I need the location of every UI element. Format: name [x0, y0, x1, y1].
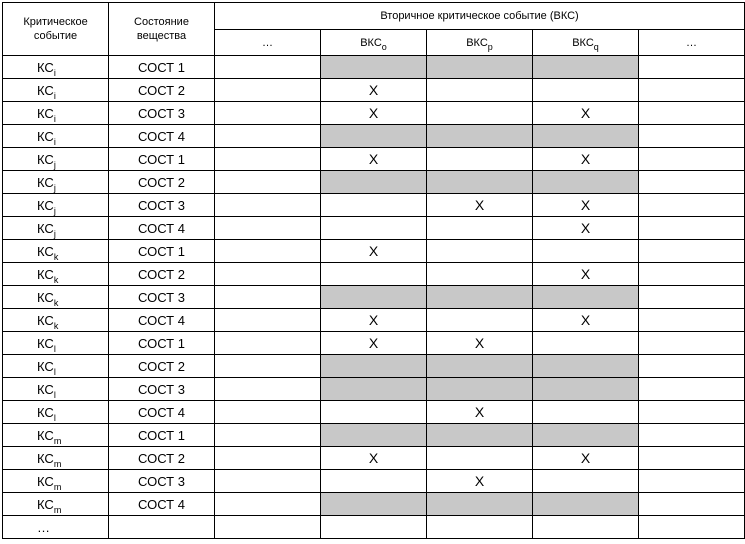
- critical-event-subscript: i: [53, 67, 56, 78]
- substance-state-cell: СОСТ 3: [109, 194, 215, 217]
- mark-cell: [639, 447, 745, 470]
- critical-event-subscript: k: [53, 297, 59, 308]
- table-row-ellipsis: [3, 516, 745, 539]
- mark-cell: [533, 401, 639, 424]
- header-secondary-subscript: o: [381, 41, 387, 52]
- mark-cell: [215, 79, 321, 102]
- mark-cell: [639, 378, 745, 401]
- mark-cell: [215, 493, 321, 516]
- critical-event-cell: [3, 309, 109, 332]
- mark-cell: [215, 470, 321, 493]
- mark-cell: [533, 240, 639, 263]
- critical-event-subscript: j: [53, 159, 56, 170]
- substance-state-cell: СОСТ 1: [109, 424, 215, 447]
- shaded-cell: [533, 286, 639, 309]
- table-row: [3, 401, 745, 424]
- substance-state-cell: СОСТ 3: [109, 470, 215, 493]
- mark-cell: [321, 194, 427, 217]
- critical-event-prefix: КС: [37, 335, 54, 351]
- critical-event-subscript: k: [53, 274, 59, 285]
- table-row: [3, 263, 745, 286]
- mark-cell: X: [533, 217, 639, 240]
- table-row: [3, 309, 745, 332]
- mark-cell: [639, 194, 745, 217]
- critical-event-prefix: КС: [37, 289, 54, 305]
- mark-cell: [639, 240, 745, 263]
- critical-event-subscript: l: [53, 389, 56, 400]
- critical-event-subscript: j: [53, 228, 56, 239]
- mark-cell: X: [321, 148, 427, 171]
- shaded-cell: [533, 424, 639, 447]
- mark-cell: [639, 493, 745, 516]
- empty-cell: [321, 516, 427, 539]
- mark-cell: [321, 470, 427, 493]
- critical-event-cell: [3, 79, 109, 102]
- mark-cell: [427, 240, 533, 263]
- header-critical-event: Критическое событие: [3, 3, 109, 56]
- mark-cell: [215, 424, 321, 447]
- mark-cell: [427, 309, 533, 332]
- critical-event-cell: [3, 378, 109, 401]
- substance-state-cell: СОСТ 4: [109, 309, 215, 332]
- critical-event-subscript: i: [53, 136, 56, 147]
- mark-cell: [639, 56, 745, 79]
- header-secondary-subscript: p: [487, 41, 493, 52]
- shaded-cell: [427, 171, 533, 194]
- table-row: [3, 447, 745, 470]
- table-row: [3, 286, 745, 309]
- empty-cell: [427, 516, 533, 539]
- mark-cell: X: [533, 102, 639, 125]
- header-secondary-event-o: [321, 30, 427, 56]
- critical-event-cell: [3, 447, 109, 470]
- critical-event-subscript: k: [53, 320, 59, 331]
- header-ellipsis: …: [215, 30, 321, 56]
- mark-cell: [215, 332, 321, 355]
- mark-cell: [639, 309, 745, 332]
- critical-event-subscript: i: [53, 113, 56, 124]
- mark-cell: [639, 217, 745, 240]
- mark-cell: [427, 79, 533, 102]
- table-row: [3, 332, 745, 355]
- critical-event-prefix: КС: [37, 381, 54, 397]
- critical-event-subscript: l: [53, 412, 56, 423]
- mark-cell: [321, 263, 427, 286]
- mark-cell: [427, 263, 533, 286]
- critical-event-prefix: КС: [37, 496, 54, 512]
- substance-state-cell: СОСТ 4: [109, 217, 215, 240]
- critical-event-subscript: i: [53, 90, 56, 101]
- mark-cell: [533, 79, 639, 102]
- mark-cell: [639, 470, 745, 493]
- header-secondary-prefix: ВКС: [466, 36, 488, 49]
- mark-cell: [639, 424, 745, 447]
- mark-cell: [639, 148, 745, 171]
- header-secondary-prefix: ВКС: [360, 36, 382, 49]
- ellipsis-cell: …: [3, 516, 109, 539]
- empty-cell: [109, 516, 215, 539]
- table-row: [3, 424, 745, 447]
- critical-event-subscript: l: [53, 343, 56, 354]
- critical-event-cell: [3, 401, 109, 424]
- mark-cell: X: [533, 447, 639, 470]
- critical-event-cell: [3, 286, 109, 309]
- critical-event-cell: [3, 263, 109, 286]
- critical-event-cell: [3, 125, 109, 148]
- mark-cell: X: [321, 332, 427, 355]
- shaded-cell: [321, 286, 427, 309]
- mark-cell: [639, 102, 745, 125]
- mark-cell: [639, 263, 745, 286]
- mark-cell: [215, 401, 321, 424]
- critical-event-prefix: КС: [37, 105, 54, 121]
- critical-event-cell: [3, 470, 109, 493]
- mark-cell: [533, 470, 639, 493]
- critical-event-subscript: m: [53, 504, 62, 515]
- table-row: [3, 194, 745, 217]
- header-secondary-event-group: Вторичное критическое событие (ВКС): [215, 3, 745, 30]
- critical-event-prefix: КС: [37, 427, 54, 443]
- mark-cell: [215, 56, 321, 79]
- critical-event-cell: [3, 355, 109, 378]
- shaded-cell: [321, 171, 427, 194]
- table-body: [3, 56, 745, 539]
- mark-cell: X: [427, 194, 533, 217]
- mark-cell: [215, 309, 321, 332]
- mark-cell: [215, 194, 321, 217]
- shaded-cell: [427, 424, 533, 447]
- substance-state-cell: СОСТ 4: [109, 401, 215, 424]
- mark-cell: X: [427, 332, 533, 355]
- shaded-cell: [427, 286, 533, 309]
- substance-state-cell: СОСТ 2: [109, 263, 215, 286]
- table-row: [3, 493, 745, 516]
- shaded-cell: [427, 493, 533, 516]
- header-secondary-event-p: [427, 30, 533, 56]
- header-secondary-event-q: [533, 30, 639, 56]
- critical-event-subscript: m: [53, 481, 62, 492]
- critical-event-cell: [3, 332, 109, 355]
- substance-state-cell: СОСТ 3: [109, 286, 215, 309]
- header-substance-state: Состояние вещества: [109, 3, 215, 56]
- mark-cell: [321, 217, 427, 240]
- mark-cell: [639, 171, 745, 194]
- substance-state-cell: СОСТ 3: [109, 378, 215, 401]
- substance-state-cell: СОСТ 2: [109, 355, 215, 378]
- shaded-cell: [321, 56, 427, 79]
- mark-cell: [215, 102, 321, 125]
- critical-event-prefix: КС: [37, 128, 54, 144]
- table-row: [3, 102, 745, 125]
- critical-event-cell: [3, 102, 109, 125]
- critical-event-prefix: КС: [37, 243, 54, 259]
- header-secondary-subscript: q: [593, 41, 599, 52]
- mark-cell: [215, 263, 321, 286]
- mark-cell: X: [533, 263, 639, 286]
- mark-cell: [639, 125, 745, 148]
- critical-event-subscript: k: [53, 251, 59, 262]
- mark-cell: [639, 286, 745, 309]
- mark-cell: [639, 79, 745, 102]
- critical-event-cell: [3, 194, 109, 217]
- mark-cell: X: [533, 309, 639, 332]
- substance-state-cell: СОСТ 2: [109, 171, 215, 194]
- table-row: [3, 56, 745, 79]
- empty-cell: [639, 516, 745, 539]
- table-row: [3, 79, 745, 102]
- table-row: [3, 148, 745, 171]
- critical-event-subscript: l: [53, 366, 56, 377]
- shaded-cell: [427, 125, 533, 148]
- shaded-cell: [427, 56, 533, 79]
- critical-event-cell: [3, 240, 109, 263]
- mark-cell: [639, 332, 745, 355]
- shaded-cell: [533, 125, 639, 148]
- header-ellipsis: …: [639, 30, 745, 56]
- substance-state-cell: СОСТ 1: [109, 56, 215, 79]
- mark-cell: [639, 355, 745, 378]
- critical-event-prefix: КС: [37, 358, 54, 374]
- table-row: [3, 125, 745, 148]
- critical-event-prefix: КС: [37, 450, 54, 466]
- substance-state-cell: СОСТ 4: [109, 493, 215, 516]
- table-row: [3, 217, 745, 240]
- critical-event-prefix: КС: [37, 151, 54, 167]
- critical-event-cell: [3, 56, 109, 79]
- shaded-cell: [321, 424, 427, 447]
- critical-event-subscript: m: [53, 435, 62, 446]
- empty-cell: [215, 516, 321, 539]
- mark-cell: [215, 171, 321, 194]
- mark-cell: X: [321, 240, 427, 263]
- mark-cell: [215, 378, 321, 401]
- mark-cell: [427, 447, 533, 470]
- critical-event-cell: [3, 493, 109, 516]
- shaded-cell: [321, 355, 427, 378]
- shaded-cell: [321, 378, 427, 401]
- critical-event-subscript: j: [53, 182, 56, 193]
- mark-cell: [639, 401, 745, 424]
- shaded-cell: [427, 378, 533, 401]
- mark-cell: X: [427, 401, 533, 424]
- header-secondary-prefix: ВКС: [572, 36, 594, 49]
- substance-state-cell: СОСТ 2: [109, 79, 215, 102]
- shaded-cell: [533, 171, 639, 194]
- mark-cell: [215, 217, 321, 240]
- critical-event-subscript: j: [53, 205, 56, 216]
- substance-state-cell: СОСТ 1: [109, 148, 215, 171]
- critical-event-cell: [3, 171, 109, 194]
- mark-cell: [215, 355, 321, 378]
- table-row: [3, 378, 745, 401]
- substance-state-cell: СОСТ 3: [109, 102, 215, 125]
- mark-cell: X: [533, 148, 639, 171]
- substance-state-cell: СОСТ 4: [109, 125, 215, 148]
- shaded-cell: [533, 493, 639, 516]
- critical-event-prefix: КС: [37, 59, 54, 75]
- critical-event-prefix: КС: [37, 197, 54, 213]
- mark-cell: [427, 148, 533, 171]
- shaded-cell: [321, 493, 427, 516]
- mark-cell: [215, 447, 321, 470]
- critical-event-cell: [3, 217, 109, 240]
- substance-state-cell: СОСТ 2: [109, 447, 215, 470]
- table-row: [3, 171, 745, 194]
- mark-cell: X: [427, 470, 533, 493]
- mark-cell: X: [321, 309, 427, 332]
- mark-cell: [215, 125, 321, 148]
- substance-state-cell: СОСТ 1: [109, 332, 215, 355]
- mark-cell: [321, 401, 427, 424]
- substance-state-cell: СОСТ 1: [109, 240, 215, 263]
- critical-event-prefix: КС: [37, 174, 54, 190]
- critical-event-subscript: m: [53, 458, 62, 469]
- mark-cell: [427, 102, 533, 125]
- critical-event-prefix: КС: [37, 82, 54, 98]
- mark-cell: X: [321, 102, 427, 125]
- shaded-cell: [321, 125, 427, 148]
- table-row: [3, 355, 745, 378]
- critical-event-prefix: КС: [37, 266, 54, 282]
- critical-event-cell: [3, 424, 109, 447]
- mark-cell: X: [321, 79, 427, 102]
- table-row: [3, 240, 745, 263]
- critical-event-cell: [3, 148, 109, 171]
- secondary-events-table: [2, 2, 745, 539]
- mark-cell: [427, 217, 533, 240]
- critical-event-prefix: КС: [37, 404, 54, 420]
- critical-event-prefix: КС: [37, 473, 54, 489]
- shaded-cell: [533, 355, 639, 378]
- mark-cell: X: [533, 194, 639, 217]
- mark-cell: [533, 332, 639, 355]
- mark-cell: [215, 240, 321, 263]
- empty-cell: [533, 516, 639, 539]
- shaded-cell: [533, 56, 639, 79]
- shaded-cell: [533, 378, 639, 401]
- shaded-cell: [427, 355, 533, 378]
- critical-event-prefix: КС: [37, 220, 54, 236]
- mark-cell: [215, 148, 321, 171]
- table-row: [3, 470, 745, 493]
- mark-cell: X: [321, 447, 427, 470]
- mark-cell: [215, 286, 321, 309]
- critical-event-prefix: КС: [37, 312, 54, 328]
